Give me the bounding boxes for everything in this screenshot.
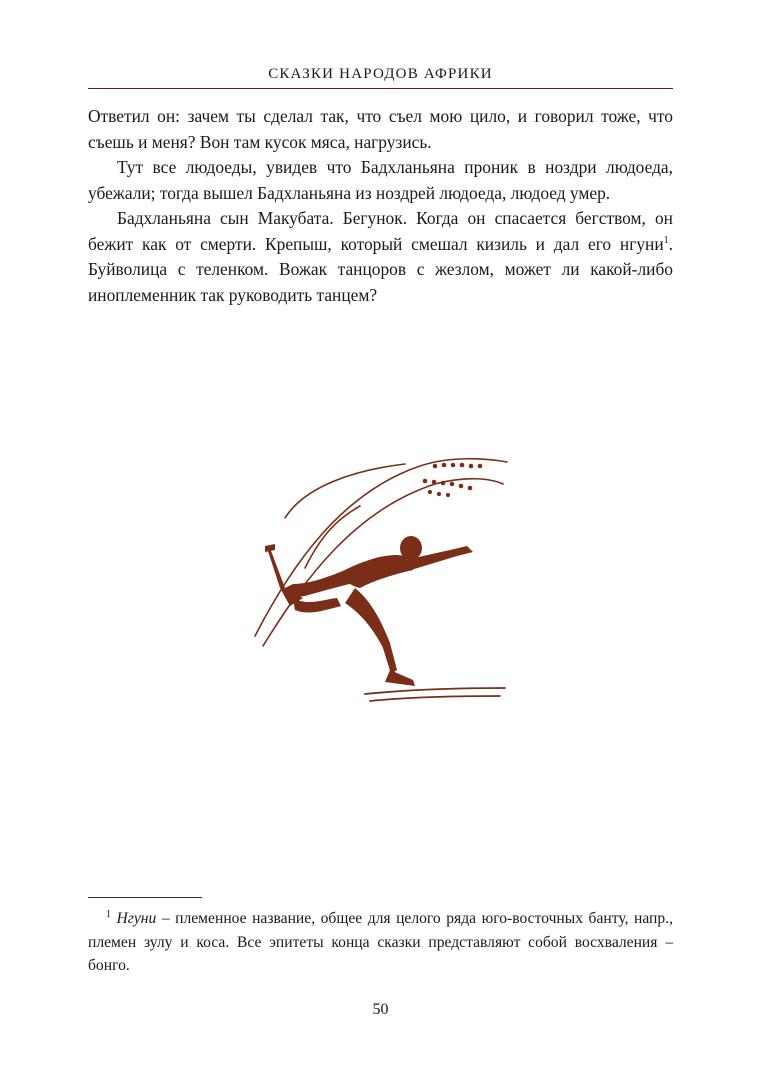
ground-lines: [365, 688, 505, 701]
paragraph-1: Ответил он: зачем ты сделал так, что съел мою цило, и говорил тоже, что съешь и меня? Вон там кусок мяса, нагрузись.: [88, 106, 673, 152]
paragraph-2: Тут все людоеды, увидев что Бадхланьяна проник в ноздри людоеда, убежали; тогда вышел Бадхланьяна из ноздрей людоеда, людоед умер.: [88, 157, 673, 203]
running-title: СКАЗКИ НАРОДОВ АФРИКИ: [268, 66, 493, 82]
running-figure: [265, 536, 473, 686]
footnote-reference[interactable]: 1: [663, 234, 669, 246]
footnote-rule: [88, 897, 202, 898]
footnote-marker: 1: [106, 908, 111, 920]
body-text: [88, 104, 673, 308]
running-figure-illustration: [245, 448, 515, 708]
paragraph-3-part-2: . Буйволица с теленком. Вожак танцоров с жезлом, может ли какой-либо иноплеменник так руководить танцем?: [88, 233, 673, 305]
paragraph-3-part-1: Бадхланьяна сын Макубата. Бегунок. Когда он спасается бегством, он бежит как от смерти. Крепыш, который смешал кизиль и дал его нгуни: [88, 208, 673, 254]
footnote-term: Нгуни: [116, 910, 157, 927]
footnote: [88, 907, 673, 978]
header-rule: [88, 88, 673, 89]
paragraph-3: [88, 206, 673, 308]
footnote-text: – племенное название, общее для целого ряда юго-восточных банту, напр., племен зулу и коса. Все эпитеты конца сказки представляют собой восхваления – бонго.: [88, 910, 673, 974]
page-number: 50: [372, 1001, 389, 1018]
